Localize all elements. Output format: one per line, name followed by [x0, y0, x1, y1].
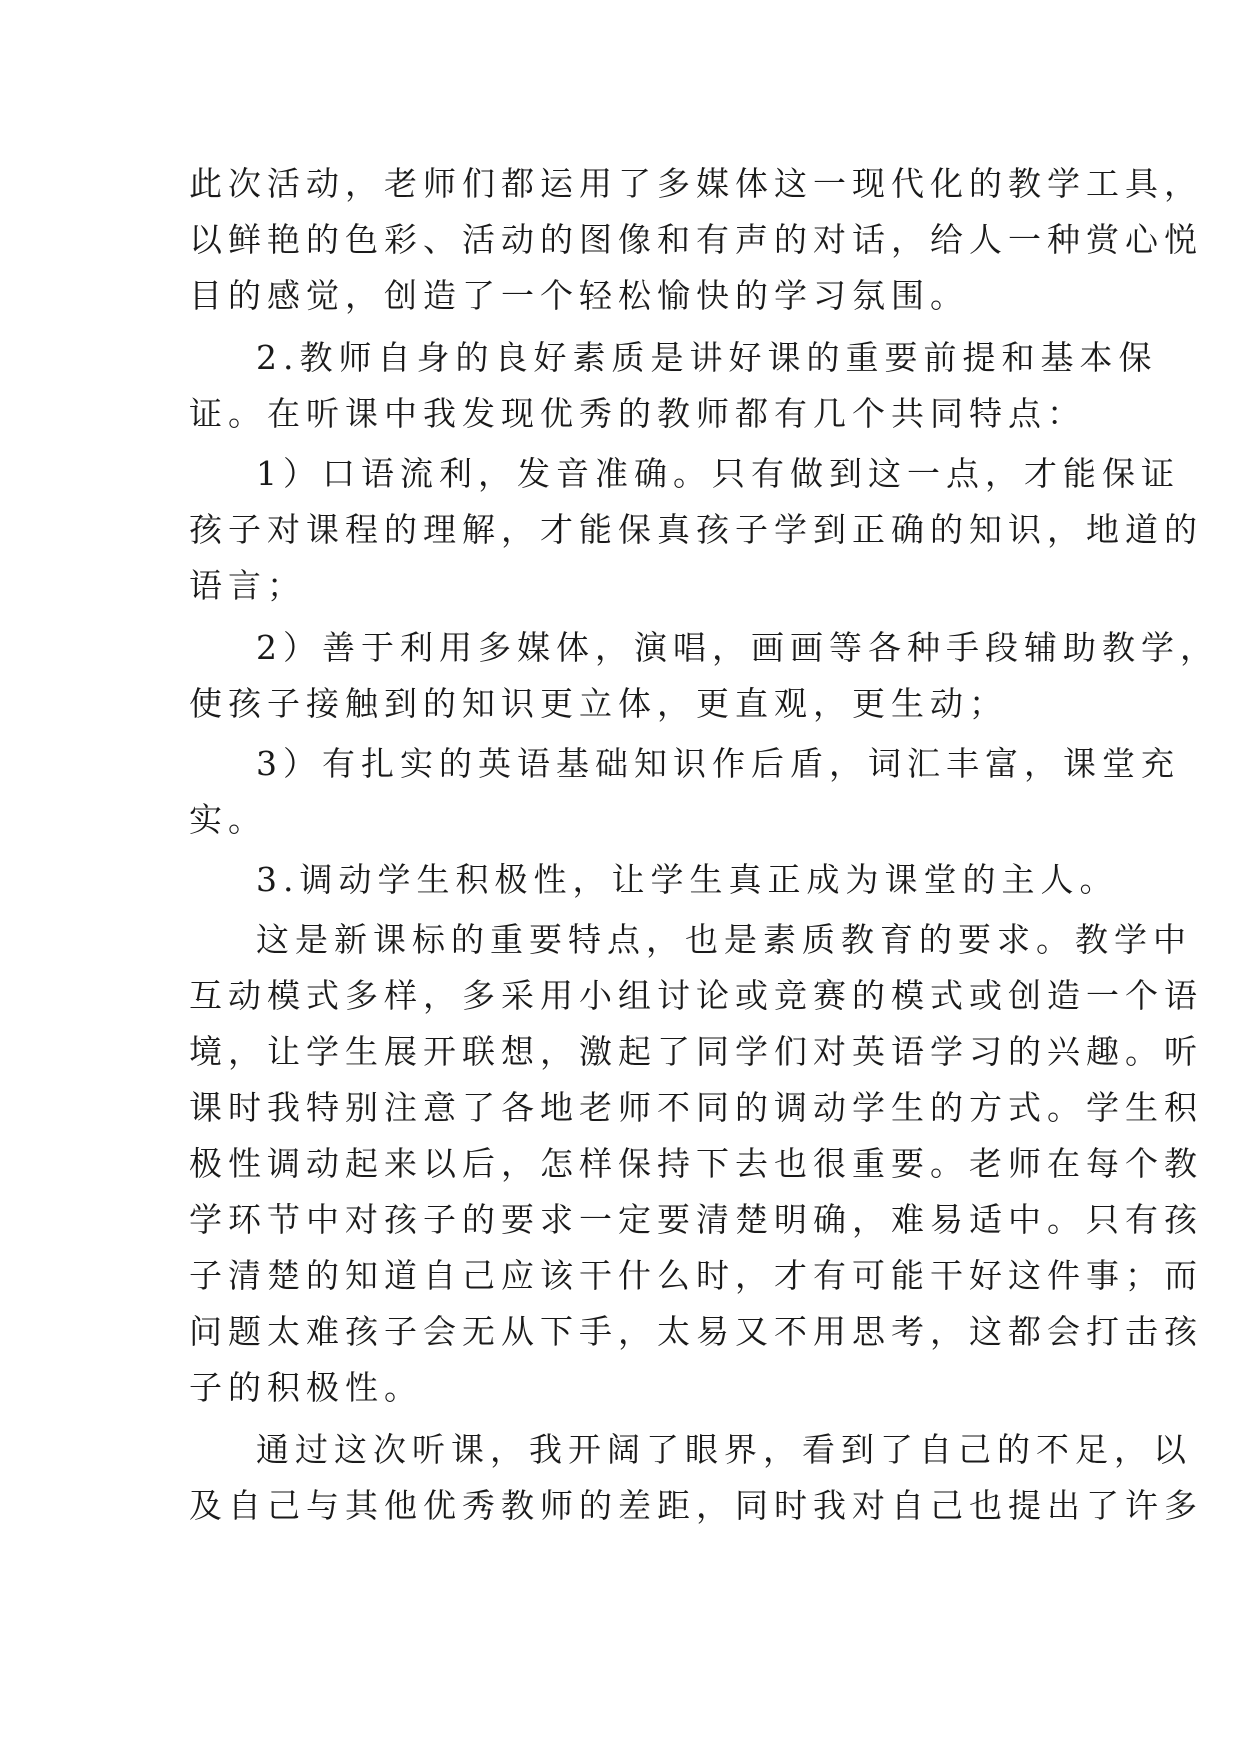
text-line: 以鲜艳的色彩、活动的图像和有声的对话，给人一种赏心悦 — [189, 220, 1203, 259]
text-line: 目的感觉，创造了一个轻松愉快的学习氛围。 — [189, 276, 969, 315]
text-line: 语言； — [189, 566, 306, 605]
text-line: 2.教师自身的良好素质是讲好课的重要前提和基本保 — [256, 338, 1158, 377]
text-line: 学环节中对孩子的要求一定要清楚明确，难易适中。只有孩 — [189, 1200, 1203, 1239]
text-line: 互动模式多样，多采用小组讨论或竞赛的模式或创造一个语 — [189, 976, 1203, 1015]
text-line: 使孩子接触到的知识更立体，更直观，更生动； — [189, 684, 1008, 723]
text-line: 问题太难孩子会无从下手，太易又不用思考，这都会打击孩 — [189, 1312, 1203, 1351]
text-line: 境，让学生展开联想，激起了同学们对英语学习的兴趣。听 — [189, 1032, 1203, 1071]
text-line: 此次活动，老师们都运用了多媒体这一现代化的教学工具， — [189, 164, 1203, 203]
text-line: 2）善于利用多媒体，演唱，画画等各种手段辅助教学， — [256, 628, 1219, 667]
text-line: 实。 — [189, 800, 267, 839]
text-line: 孩子对课程的理解，才能保真孩子学到正确的知识，地道的 — [189, 510, 1203, 549]
text-line: 子清楚的知道自己应该干什么时，才有可能干好这件事；而 — [189, 1256, 1203, 1295]
text-line: 极性调动起来以后，怎样保持下去也很重要。老师在每个教 — [189, 1144, 1203, 1183]
text-line: 证。在听课中我发现优秀的教师都有几个共同特点： — [189, 394, 1086, 433]
text-line: 及自己与其他优秀教师的差距，同时我对自己也提出了许多 — [189, 1486, 1203, 1525]
text-line: 课时我特别注意了各地老师不同的调动学生的方式。学生积 — [189, 1088, 1203, 1127]
text-line: 通过这次听课，我开阔了眼界，看到了自己的不足，以 — [256, 1430, 1192, 1469]
text-line: 子的积极性。 — [189, 1368, 423, 1407]
text-line: 这是新课标的重要特点，也是素质教育的要求。教学中 — [256, 920, 1192, 959]
text-line: 1）口语流利，发音准确。只有做到这一点，才能保证 — [256, 454, 1180, 493]
text-line: 3.调动学生积极性，让学生真正成为课堂的主人。 — [256, 860, 1119, 899]
text-line: 3）有扎实的英语基础知识作后盾，词汇丰富，课堂充 — [256, 744, 1180, 783]
